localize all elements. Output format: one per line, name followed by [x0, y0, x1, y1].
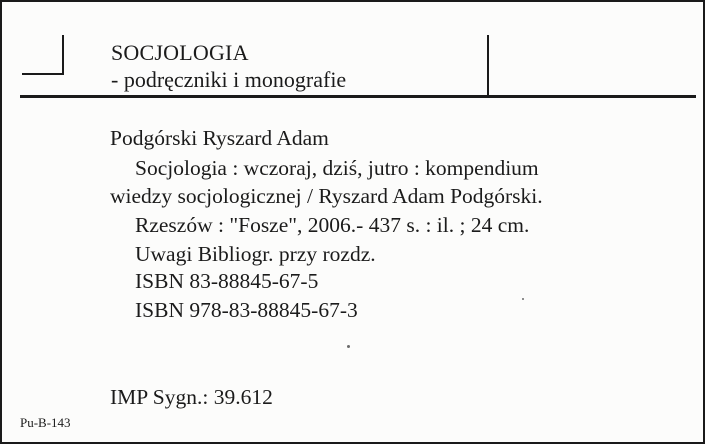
subject-divider [487, 35, 489, 97]
dust-speck [522, 298, 524, 300]
dust-speck [347, 345, 350, 348]
title-line-2: wiedzy socjologicznej / Ryszard Adam Podgórski. [110, 184, 543, 208]
subject-subheading: - podręczniki i monografie [111, 67, 347, 92]
call-number: IMP Sygn.: 39.612 [110, 385, 273, 409]
isbn-line-1: ISBN 83-88845-67-5 [135, 269, 319, 293]
subject-heading: SOCJOLOGIA [111, 40, 249, 65]
author-line: Podgórski Ryszard Adam [110, 126, 329, 150]
header-rule [20, 95, 696, 98]
title-line-1: Socjologia : wczoraj, dziś, jutro : kompendium [135, 156, 539, 180]
isbn-line-2: ISBN 978-83-88845-67-3 [135, 298, 358, 322]
card-code: Pu-B-143 [20, 415, 71, 430]
corner-mark-base [22, 73, 64, 75]
imprint-line: Rzeszów : "Fosze", 2006.- 437 s. : il. ; 24 cm. [135, 213, 530, 237]
note-line: Uwagi Bibliogr. przy rozdz. [135, 242, 376, 266]
corner-mark [62, 35, 64, 75]
